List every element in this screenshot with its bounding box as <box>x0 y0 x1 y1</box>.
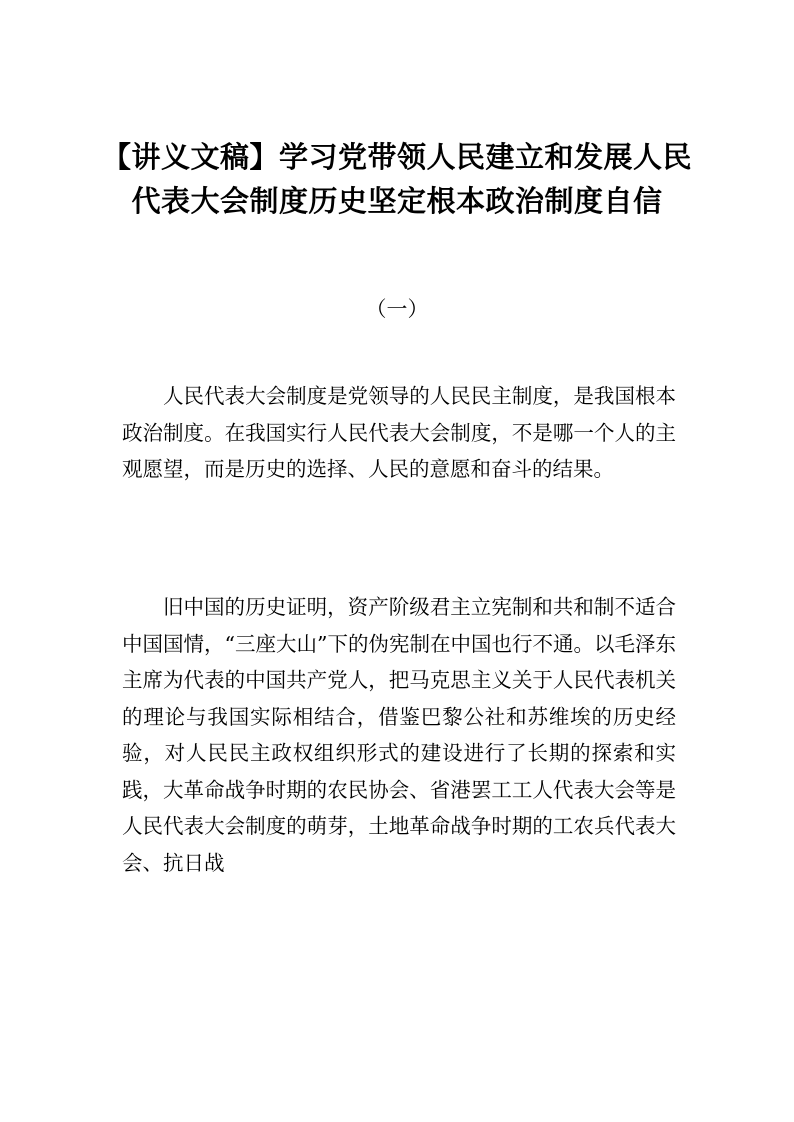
paragraph-1: 人民代表大会制度是党领导的人民民主制度，是我国根本政治制度。在我国实行人民代表大会制度，不是哪一个人的主观愿望，而是历史的选择、人民的意愿和奋斗的结果。 <box>122 384 676 481</box>
paragraph-2: 旧中国的历史证明，资产阶级君主立宪制和共和制不适合中国国情，“三座大山”下的伪宪制在中国也行不通。以毛泽东主席为代表的中国共产党人，把马克思主义关于人民代表机关的理论与我国实际相结合，借鉴巴黎公社和苏维埃的历史经验，对人民民主政权组织形式的建设进行了长期的探索和实践，大革命战争时期的农民协会、省港罢工工人代表大会等是人民代表大会制度的萌芽，土地革命战争时期的工农兵代表大会、抗日战 <box>122 595 676 875</box>
document-title: 【讲义文稿】学习党带领人民建立和发展人民代表大会制度历史坚定根本政治制度自信 <box>101 140 692 218</box>
section-heading: （一） <box>365 297 429 321</box>
